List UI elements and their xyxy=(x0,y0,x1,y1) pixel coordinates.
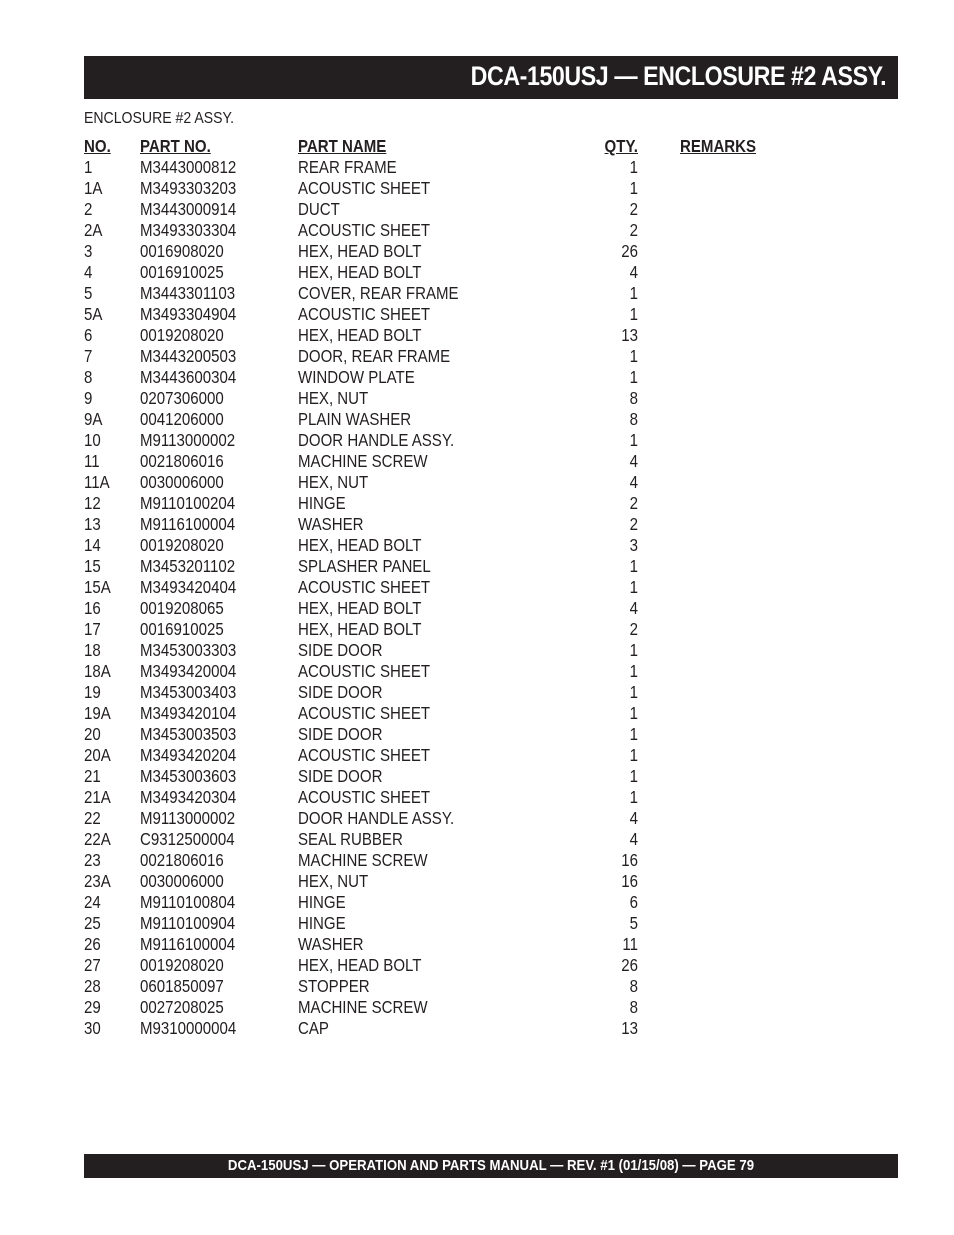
row-part-no: M3493420104 xyxy=(140,703,237,723)
row-qty: 26 xyxy=(621,955,638,975)
row-qty: 1 xyxy=(629,724,638,744)
row-part-name: DUCT xyxy=(298,199,340,219)
row-qty: 16 xyxy=(621,850,638,870)
row-part-name: COVER, REAR FRAME xyxy=(298,283,459,303)
table-row xyxy=(84,514,784,535)
row-qty: 2 xyxy=(629,619,638,639)
table-row xyxy=(84,577,784,598)
row-qty: 13 xyxy=(621,1018,638,1038)
row-part-no: M3453003403 xyxy=(140,682,237,702)
row-no: 11 xyxy=(84,451,100,471)
table-row xyxy=(84,346,784,367)
row-part-no: M3493303304 xyxy=(140,220,237,240)
parts-table xyxy=(84,136,784,1039)
row-no: 11A xyxy=(84,472,110,492)
table-row xyxy=(84,1018,784,1039)
row-part-no: M3493420404 xyxy=(140,577,237,597)
table-row xyxy=(84,220,784,241)
row-qty: 1 xyxy=(629,430,638,450)
page-footer: DCA-150USJ — OPERATION AND PARTS MANUAL — REV. #1 (01/15/08) — PAGE 79 xyxy=(227,1157,755,1174)
row-qty: 8 xyxy=(629,409,638,429)
row-no: 17 xyxy=(84,619,101,639)
table-row xyxy=(84,871,784,892)
row-qty: 1 xyxy=(629,367,638,387)
row-no: 1A xyxy=(84,178,103,198)
row-part-no: 0601850097 xyxy=(140,976,224,996)
row-no: 13 xyxy=(84,514,101,534)
row-qty: 2 xyxy=(629,514,638,534)
table-row xyxy=(84,451,784,472)
row-qty: 1 xyxy=(629,703,638,723)
row-part-name: HEX, HEAD BOLT xyxy=(298,955,422,975)
table-row xyxy=(84,913,784,934)
column-header-qty: QTY. xyxy=(604,136,638,156)
table-row xyxy=(84,388,784,409)
row-qty: 4 xyxy=(629,472,638,492)
row-no: 27 xyxy=(84,955,101,975)
table-row xyxy=(84,829,784,850)
row-part-name: HEX, NUT xyxy=(298,472,369,492)
row-qty: 1 xyxy=(629,556,638,576)
row-part-no: M3443000914 xyxy=(140,199,237,219)
row-part-no: M3453201102 xyxy=(140,556,236,576)
row-no: 21A xyxy=(84,787,111,807)
row-part-no: M9110100204 xyxy=(140,493,236,513)
row-no: 23A xyxy=(84,871,111,891)
row-no: 7 xyxy=(84,346,93,366)
row-qty: 4 xyxy=(629,451,638,471)
row-part-no: M3443200503 xyxy=(140,346,237,366)
row-qty: 1 xyxy=(629,346,638,366)
table-row xyxy=(84,724,784,745)
row-part-no: 0016908020 xyxy=(140,241,224,261)
row-part-name: CAP xyxy=(298,1018,329,1038)
table-row xyxy=(84,955,784,976)
section-label: ENCLOSURE #2 ASSY. xyxy=(84,110,234,127)
row-qty: 1 xyxy=(629,661,638,681)
row-part-name: HEX, HEAD BOLT xyxy=(298,262,422,282)
table-row xyxy=(84,598,784,619)
table-row xyxy=(84,787,784,808)
row-no: 9 xyxy=(84,388,93,408)
row-qty: 3 xyxy=(629,535,638,555)
row-no: 29 xyxy=(84,997,101,1017)
row-part-name: MACHINE SCREW xyxy=(298,997,428,1017)
row-part-no: 0016910025 xyxy=(140,619,224,639)
table-row xyxy=(84,325,784,346)
row-part-no: 0019208065 xyxy=(140,598,224,618)
table-row xyxy=(84,262,784,283)
row-part-name: WASHER xyxy=(298,934,364,954)
row-part-no: 0207306000 xyxy=(140,388,224,408)
row-no: 19A xyxy=(84,703,111,723)
table-row xyxy=(84,745,784,766)
row-part-name: SIDE DOOR xyxy=(298,766,383,786)
row-no: 4 xyxy=(84,262,93,282)
table-row xyxy=(84,367,784,388)
row-part-name: ACOUSTIC SHEET xyxy=(298,178,431,198)
row-no: 24 xyxy=(84,892,101,912)
row-part-name: HEX, HEAD BOLT xyxy=(298,535,422,555)
row-no: 15A xyxy=(84,577,111,597)
row-part-no: M3443600304 xyxy=(140,367,237,387)
table-row xyxy=(84,976,784,997)
row-part-no: M9116100004 xyxy=(140,514,236,534)
row-part-no: C9312500004 xyxy=(140,829,235,849)
row-no: 6 xyxy=(84,325,93,345)
row-part-no: M3443301103 xyxy=(140,283,236,303)
row-no: 20A xyxy=(84,745,111,765)
page-title: DCA-150USJ — ENCLOSURE #2 ASSY. xyxy=(470,61,886,91)
row-no: 10 xyxy=(84,430,101,450)
table-row xyxy=(84,493,784,514)
row-no: 15 xyxy=(84,556,101,576)
row-no: 2A xyxy=(84,220,103,240)
table-row xyxy=(84,619,784,640)
row-qty: 1 xyxy=(629,745,638,765)
row-part-name: WASHER xyxy=(298,514,364,534)
row-part-name: SIDE DOOR xyxy=(298,682,383,702)
row-part-no: 0021806016 xyxy=(140,451,224,471)
page-footer-bar xyxy=(84,1154,898,1178)
row-part-name: ACOUSTIC SHEET xyxy=(298,661,431,681)
row-part-name: REAR FRAME xyxy=(298,157,397,177)
row-part-no: M3443000812 xyxy=(140,157,237,177)
row-part-name: WINDOW PLATE xyxy=(298,367,415,387)
row-part-no: M3493420004 xyxy=(140,661,237,681)
row-part-name: SIDE DOOR xyxy=(298,724,383,744)
table-row xyxy=(84,997,784,1018)
row-no: 22A xyxy=(84,829,111,849)
row-part-no: M3493420204 xyxy=(140,745,237,765)
row-no: 1 xyxy=(84,157,93,177)
table-body xyxy=(84,157,784,1039)
row-qty: 8 xyxy=(629,976,638,996)
table-row xyxy=(84,304,784,325)
table-row xyxy=(84,157,784,178)
row-no: 5 xyxy=(84,283,93,303)
row-part-name: HINGE xyxy=(298,913,346,933)
row-qty: 5 xyxy=(629,913,638,933)
table-row xyxy=(84,409,784,430)
table-row xyxy=(84,199,784,220)
row-no: 21 xyxy=(84,766,101,786)
row-part-no: 0019208020 xyxy=(140,325,224,345)
row-part-no: 0027208025 xyxy=(140,997,224,1017)
row-qty: 6 xyxy=(629,892,638,912)
table-row xyxy=(84,892,784,913)
table-row xyxy=(84,703,784,724)
row-part-name: ACOUSTIC SHEET xyxy=(298,787,431,807)
row-qty: 1 xyxy=(629,640,638,660)
row-qty: 4 xyxy=(629,598,638,618)
row-qty: 13 xyxy=(621,325,638,345)
row-part-no: M9113000002 xyxy=(140,808,236,828)
row-part-name: HEX, HEAD BOLT xyxy=(298,598,422,618)
table-row xyxy=(84,241,784,262)
column-header-part-name: PART NAME xyxy=(298,136,387,156)
row-part-name: HEX, HEAD BOLT xyxy=(298,241,422,261)
row-no: 20 xyxy=(84,724,101,744)
row-part-name: HEX, NUT xyxy=(298,388,369,408)
row-part-name: MACHINE SCREW xyxy=(298,451,428,471)
row-part-name: ACOUSTIC SHEET xyxy=(298,220,431,240)
row-part-name: DOOR, REAR FRAME xyxy=(298,346,451,366)
row-part-no: M9310000004 xyxy=(140,1018,237,1038)
column-header-part-no: PART NO. xyxy=(140,136,211,156)
row-part-no: 0030006000 xyxy=(140,871,224,891)
row-no: 14 xyxy=(84,535,101,555)
row-qty: 16 xyxy=(621,871,638,891)
row-qty: 8 xyxy=(629,388,638,408)
row-qty: 1 xyxy=(629,766,638,786)
row-part-name: STOPPER xyxy=(298,976,370,996)
row-no: 12 xyxy=(84,493,101,513)
table-row xyxy=(84,850,784,871)
row-part-no: M3493304904 xyxy=(140,304,237,324)
column-header-remarks: REMARKS xyxy=(680,136,757,156)
row-part-no: M3453003603 xyxy=(140,766,237,786)
row-part-name: HEX, NUT xyxy=(298,871,369,891)
row-no: 3 xyxy=(84,241,93,261)
row-part-no: 0041206000 xyxy=(140,409,224,429)
row-no: 23 xyxy=(84,850,101,870)
row-qty: 1 xyxy=(629,178,638,198)
row-qty: 1 xyxy=(629,304,638,324)
row-no: 16 xyxy=(84,598,101,618)
table-row xyxy=(84,661,784,682)
table-row xyxy=(84,934,784,955)
row-no: 9A xyxy=(84,409,103,429)
row-qty: 1 xyxy=(629,787,638,807)
row-part-no: M3453003503 xyxy=(140,724,237,744)
table-row xyxy=(84,535,784,556)
page-title-bar xyxy=(84,56,898,99)
row-no: 26 xyxy=(84,934,101,954)
row-part-name: ACOUSTIC SHEET xyxy=(298,745,431,765)
table-row xyxy=(84,178,784,199)
row-part-no: M9113000002 xyxy=(140,430,236,450)
table-row xyxy=(84,640,784,661)
row-no: 19 xyxy=(84,682,101,702)
table-row xyxy=(84,682,784,703)
row-part-no: 0016910025 xyxy=(140,262,224,282)
row-qty: 2 xyxy=(629,199,638,219)
row-qty: 1 xyxy=(629,157,638,177)
table-row xyxy=(84,766,784,787)
table-row xyxy=(84,430,784,451)
row-part-name: MACHINE SCREW xyxy=(298,850,428,870)
row-no: 8 xyxy=(84,367,93,387)
row-part-name: SIDE DOOR xyxy=(298,640,383,660)
row-qty: 2 xyxy=(629,220,638,240)
row-qty: 11 xyxy=(622,934,638,954)
row-no: 25 xyxy=(84,913,101,933)
row-qty: 1 xyxy=(629,283,638,303)
row-part-name: HINGE xyxy=(298,493,346,513)
row-qty: 2 xyxy=(629,493,638,513)
row-part-name: PLAIN WASHER xyxy=(298,409,412,429)
row-qty: 4 xyxy=(629,808,638,828)
row-part-no: M9116100004 xyxy=(140,934,236,954)
row-part-name: ACOUSTIC SHEET xyxy=(298,577,431,597)
row-qty: 4 xyxy=(629,829,638,849)
row-part-name: ACOUSTIC SHEET xyxy=(298,304,431,324)
row-no: 22 xyxy=(84,808,101,828)
row-part-name: HEX, HEAD BOLT xyxy=(298,325,422,345)
row-no: 30 xyxy=(84,1018,101,1038)
table-row xyxy=(84,283,784,304)
row-part-no: 0019208020 xyxy=(140,955,224,975)
row-part-no: M3493303203 xyxy=(140,178,237,198)
row-part-no: 0019208020 xyxy=(140,535,224,555)
row-no: 18A xyxy=(84,661,111,681)
row-part-name: HINGE xyxy=(298,892,346,912)
table-header-row xyxy=(84,136,784,157)
row-no: 18 xyxy=(84,640,101,660)
row-qty: 26 xyxy=(621,241,638,261)
row-part-name: ACOUSTIC SHEET xyxy=(298,703,431,723)
row-part-name: DOOR HANDLE ASSY. xyxy=(298,808,455,828)
row-part-no: M3453003303 xyxy=(140,640,237,660)
row-part-name: SEAL RUBBER xyxy=(298,829,403,849)
row-part-name: DOOR HANDLE ASSY. xyxy=(298,430,455,450)
row-part-name: SPLASHER PANEL xyxy=(298,556,431,576)
table-row xyxy=(84,808,784,829)
row-qty: 8 xyxy=(629,997,638,1017)
row-part-name: HEX, HEAD BOLT xyxy=(298,619,422,639)
table-row xyxy=(84,472,784,493)
row-no: 28 xyxy=(84,976,101,996)
row-part-no: 0030006000 xyxy=(140,472,224,492)
row-qty: 1 xyxy=(629,682,638,702)
row-part-no: M9110100804 xyxy=(140,892,236,912)
row-no: 5A xyxy=(84,304,103,324)
row-part-no: M3493420304 xyxy=(140,787,237,807)
column-header-no: NO. xyxy=(84,136,111,156)
row-qty: 4 xyxy=(629,262,638,282)
row-qty: 1 xyxy=(629,577,638,597)
table-row xyxy=(84,556,784,577)
row-no: 2 xyxy=(84,199,93,219)
row-part-no: 0021806016 xyxy=(140,850,224,870)
row-part-no: M9110100904 xyxy=(140,913,236,933)
